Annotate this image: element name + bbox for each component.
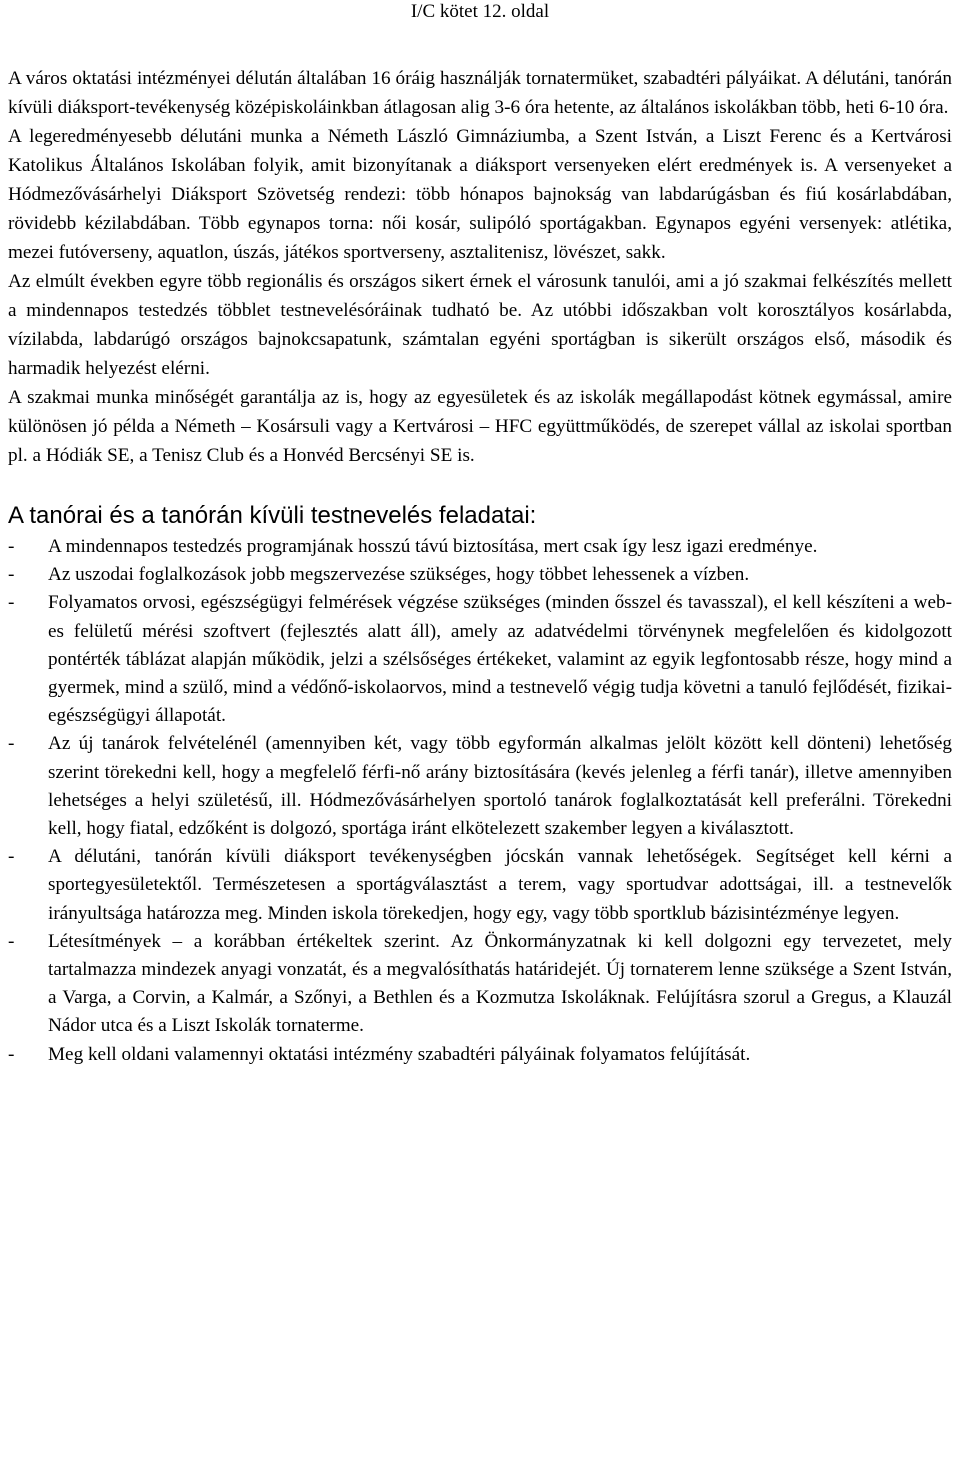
list-item-text: A mindennapos testedzés programjának hosszú távú biztosítása, mert csak így lesz igazi eredménye.	[48, 536, 818, 557]
list-bullet: -	[8, 1043, 15, 1065]
list-item	[8, 1041, 952, 1069]
list-item	[8, 843, 952, 928]
paragraph-best-schools: A legeredményesebb délutáni munka a Németh László Gimnáziumba, a Szent István, a Liszt Ferenc és a Kertvárosi Katolikus Általános Iskolában folyik, amit bizonyítanak a diáksport versenyeken elért eredmények is. A versenyeket a Hódmezővásárhelyi Diáksport Szövetség rendezi: több hónapos bajnokság van labdarúgásban és fiú kosárlabdában, rövidebb kézilabdában. Több egynapos torna: női kosár, sulipóló sportágakban. Egynapos egyéni versenyek: atlétika, mezei futóverseny, aquatlon, úszás, játékos sportverseny, asztalitenisz, lövészet, sakk.	[8, 126, 952, 263]
list-bullet: -	[8, 733, 15, 755]
list-item-text: Az új tanárok felvételénél (amennyiben két, vagy több egyformán alkalmas jelölt között kell dönteni) lehetőség szerint törekedni kell, hogy a megfelelő férfi-nő arány biztosítására (kevés jelenleg a férfi tanár), illetve amennyiben lehetséges a helyi születésű, ill. Hódmezővásárhelyen sportoló tanárok foglalkoztatását kell preferálni. Törekedni kell, hogy fiatal, edzőként is dolgozó, sportága iránt elkötelezett szakember legyen a kiválasztott.	[48, 733, 952, 840]
list-bullet: -	[8, 846, 15, 868]
list-item-text: Létesítmények – a korábban értékeltek szerint. Az Önkormányzatnak ki kell dolgozni egy tervezetet, mely tartalmazza mindezek anyagi vonzatát, és a megvalósíthatás határidejét. Új tornaterem lenne szüksége a Szent István, a Varga, a Corvin, a Kalmár, a Szőnyi, a Bethlen és a Kozmutza Iskoláknak. Felújításra szorul a Gregus, a Klauzál Nádor utca és a Liszt Iskolák tornaterme.	[48, 930, 952, 1037]
list-bullet: -	[8, 930, 15, 952]
list-item	[8, 730, 952, 843]
list-item	[8, 589, 952, 730]
list-item-text: A délutáni, tanórán kívüli diáksport tevékenységben jócskán vannak lehetőségek. Segítséget kell kérni a sportegyesületektől. Természetesen a sportágválasztást a terem, vagy sportudvar adottságai, ill. a testnevelők irányultsága határozza meg. Minden iskola törekedjen, hogy egy, vagy több sportklub bázisintézménye legyen.	[48, 846, 952, 924]
list-item-text: Az uszodai foglalkozások jobb megszervezése szükséges, hogy többet lehessenek a vízben.	[48, 564, 750, 586]
page-header: I/C kötet 12. oldal	[410, 1, 550, 22]
section-title: A tanórai és a tanórán kívüli testnevelés feladatai:	[8, 502, 537, 529]
list-item-text: Meg kell oldani valamennyi oktatási intézmény szabadtéri pályáinak folyamatos felújítását.	[48, 1043, 751, 1065]
list-bullet: -	[8, 592, 15, 614]
list-bullet: -	[8, 564, 15, 586]
list-bullet: -	[8, 536, 15, 557]
list-item-text: Folyamatos orvosi, egészségügyi felmérések végzése szükséges (minden ősszel és tavasszal), el kell készíteni a web-es felületű mérési szoftvert (fejlesztés alatt áll), amely az adatvédelmi törvénynek megfelelően és kidolgozott pontérték táblázat alapján működik, jelzi a szélsőséges értékeket, valamint az egyik legfontosabb része, hogy mind a gyermek, mind a szülő, mind a védőnő-iskolaorvos, mind a testnevelő végig tudja követni a tanuló fejlődését, fizikai-egészségügyi állapotát.	[48, 592, 952, 727]
paragraph-recent-success: Az elmúlt években egyre több regionális és országos sikert érnek el városunk tanulói, ami a jó szakmai felkészítés mellett a mindennapos testedzés többlet testnevelésóráinak tudható be. Az utóbbi időszakban volt korosztályos kosárlabda, vízilabda, labdarúgó országos bajnokcsapatunk, számtalan egyéni sportágban is sikerült országos első, második és harmadik helyezést elérni.	[8, 271, 952, 379]
paragraph-facilities-usage: A város oktatási intézményei délután általában 16 óráig használják tornatermüket, szabadtéri pályáikat. A délutáni, tanórán kívüli diáksport-tevékenység középiskoláinkban átlagosan alig 3-6 óra hetente, az általános iskolákban több, heti 6-10 óra.	[8, 68, 952, 118]
list-item	[8, 533, 952, 561]
task-list	[8, 533, 952, 1069]
list-item	[8, 561, 952, 589]
paragraph-cooperation: A szakmai munka minőségét garantálja az is, hogy az egyesületek és az iskolák megállapodást kötnek egymással, amire különösen jó példa a Németh – Kosársuli vagy a Kertvárosi – HFC együttműködés, de szerepet vállal az iskolai sportban pl. a Hódiák SE, a Tenisz Club és a Honvéd Bercsényi SE is.	[8, 387, 952, 466]
list-item	[8, 928, 952, 1041]
